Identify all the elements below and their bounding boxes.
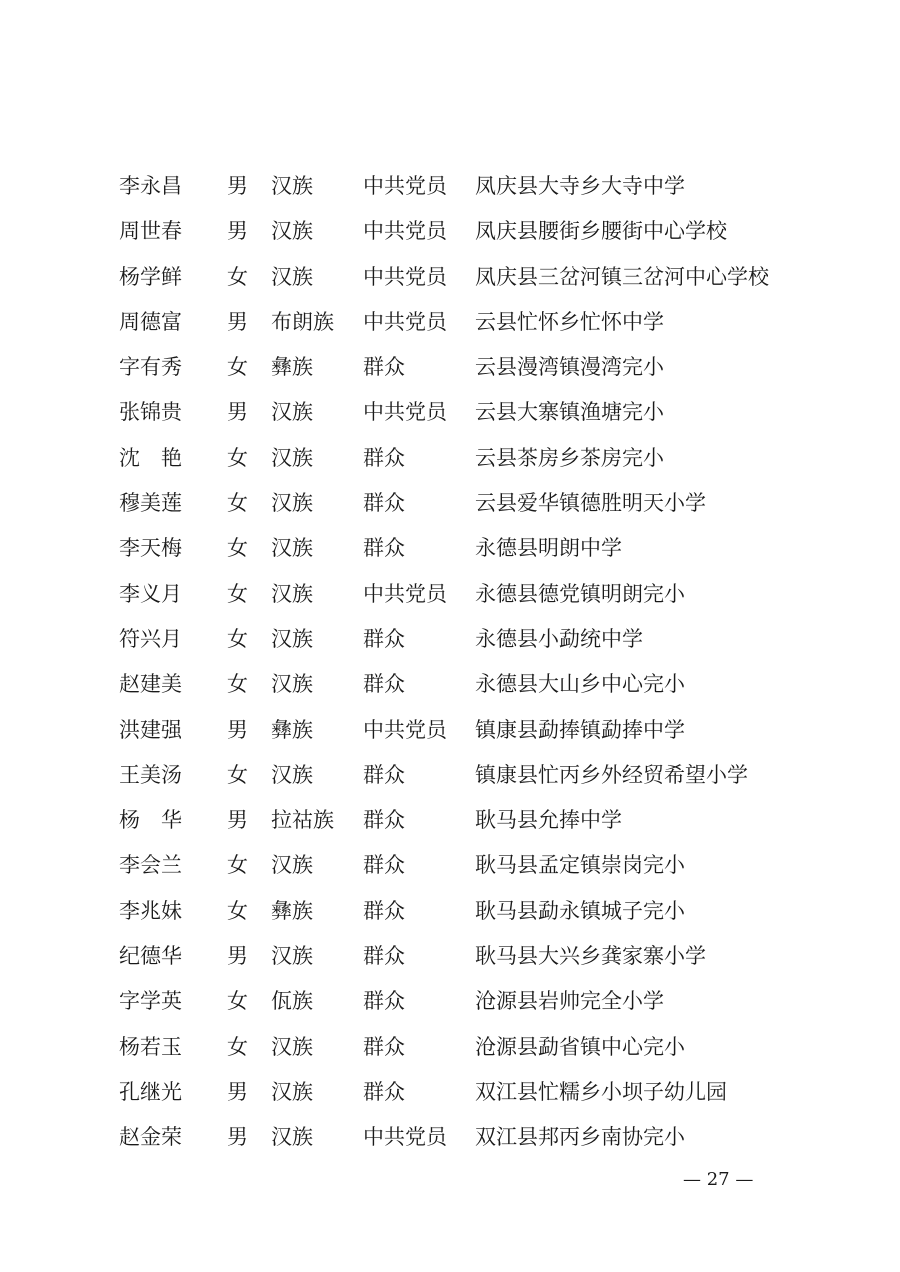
person-work-unit: 耿马县孟定镇崇岗完小	[475, 853, 685, 878]
person-work-unit: 永德县德党镇明朗完小	[475, 581, 685, 606]
person-ethnicity: 拉祜族	[271, 808, 334, 833]
person-name: 纪德华	[119, 944, 182, 969]
person-ethnicity: 彝族	[271, 355, 313, 380]
person-work-unit: 耿马县允捧中学	[475, 808, 622, 833]
person-gender: 男	[227, 1079, 248, 1104]
person-gender: 女	[227, 491, 248, 516]
list-item	[119, 436, 819, 481]
person-name: 赵建美	[119, 672, 182, 697]
person-work-unit: 云县大寨镇渔塘完小	[475, 400, 664, 425]
person-ethnicity: 汉族	[271, 672, 313, 697]
person-political-status: 群众	[363, 355, 405, 380]
person-political-status: 群众	[363, 491, 405, 516]
person-ethnicity: 汉族	[271, 219, 313, 244]
person-gender: 女	[227, 853, 248, 878]
person-ethnicity: 汉族	[271, 762, 313, 787]
person-gender: 女	[227, 989, 248, 1014]
person-political-status: 群众	[363, 1034, 405, 1059]
person-work-unit: 镇康县勐捧镇勐捧中学	[475, 717, 685, 742]
person-gender: 女	[227, 445, 248, 470]
person-political-status: 群众	[363, 445, 405, 470]
person-work-unit: 沧源县勐省镇中心完小	[475, 1034, 685, 1059]
person-name: 杨学鲜	[119, 264, 182, 289]
person-political-status: 中共党员	[363, 400, 447, 425]
list-item	[119, 798, 819, 843]
person-political-status: 中共党员	[363, 174, 447, 198]
person-gender: 女	[227, 626, 248, 651]
person-ethnicity: 汉族	[271, 581, 313, 606]
person-name: 杨 华	[119, 808, 182, 833]
person-ethnicity: 汉族	[271, 1125, 313, 1150]
person-name: 周德富	[119, 309, 182, 334]
person-name: 赵金荣	[119, 1125, 182, 1150]
person-work-unit: 双江县忙糯乡小坝子幼儿园	[475, 1079, 727, 1104]
person-name: 李天梅	[119, 536, 182, 561]
person-name: 杨若玉	[119, 1034, 182, 1059]
person-ethnicity: 汉族	[271, 400, 313, 425]
person-ethnicity: 佤族	[271, 989, 313, 1014]
person-name: 孔继光	[119, 1079, 182, 1104]
person-political-status: 中共党员	[363, 717, 447, 742]
person-name: 字学英	[119, 989, 182, 1014]
person-ethnicity: 汉族	[271, 1079, 313, 1104]
person-ethnicity: 汉族	[271, 536, 313, 561]
person-political-status: 中共党员	[363, 219, 447, 244]
person-political-status: 中共党员	[363, 1125, 447, 1150]
person-gender: 女	[227, 672, 248, 697]
person-ethnicity: 汉族	[271, 853, 313, 878]
person-work-unit: 云县爱华镇德胜明天小学	[475, 491, 706, 516]
person-ethnicity: 彝族	[271, 898, 313, 923]
person-political-status: 中共党员	[363, 309, 447, 334]
list-item	[119, 526, 819, 571]
person-name: 李兆妹	[119, 898, 182, 923]
list-item	[119, 1025, 819, 1070]
person-work-unit: 永德县明朗中学	[475, 536, 622, 561]
list-item	[119, 934, 819, 979]
list-item	[119, 1115, 819, 1160]
person-list	[119, 164, 819, 1161]
list-item	[119, 889, 819, 934]
person-name: 洪建强	[119, 717, 182, 742]
person-work-unit: 永德县小勐统中学	[475, 626, 643, 651]
person-name: 周世春	[119, 219, 182, 244]
person-ethnicity: 汉族	[271, 174, 313, 198]
list-item	[119, 753, 819, 798]
page-number: — 27 —	[683, 1169, 754, 1190]
person-work-unit: 沧源县岩帅完全小学	[475, 989, 664, 1014]
person-political-status: 群众	[363, 762, 405, 787]
person-political-status: 群众	[363, 672, 405, 697]
person-name: 李永昌	[119, 174, 182, 198]
list-item	[119, 164, 819, 209]
person-name: 李会兰	[119, 853, 182, 878]
person-gender: 男	[227, 717, 248, 742]
person-gender: 女	[227, 1034, 248, 1059]
person-work-unit: 云县漫湾镇漫湾完小	[475, 355, 664, 380]
person-gender: 女	[227, 762, 248, 787]
person-work-unit: 双江县邦丙乡南协完小	[475, 1125, 685, 1150]
person-ethnicity: 汉族	[271, 944, 313, 969]
person-gender: 男	[227, 400, 248, 425]
person-political-status: 群众	[363, 1079, 405, 1104]
person-gender: 男	[227, 174, 248, 198]
list-item	[119, 481, 819, 526]
list-item	[119, 255, 819, 300]
list-item	[119, 708, 819, 753]
person-political-status: 群众	[363, 626, 405, 651]
person-name: 字有秀	[119, 355, 182, 380]
person-name: 符兴月	[119, 626, 182, 651]
person-ethnicity: 布朗族	[271, 309, 334, 334]
person-name: 王美汤	[119, 762, 182, 787]
person-work-unit: 永德县大山乡中心完小	[475, 672, 685, 697]
person-political-status: 群众	[363, 853, 405, 878]
person-ethnicity: 彝族	[271, 717, 313, 742]
person-political-status: 群众	[363, 808, 405, 833]
list-item	[119, 300, 819, 345]
person-political-status: 中共党员	[363, 581, 447, 606]
person-name: 李义月	[119, 581, 182, 606]
person-ethnicity: 汉族	[271, 264, 313, 289]
person-gender: 女	[227, 898, 248, 923]
list-item	[119, 979, 819, 1024]
list-item	[119, 209, 819, 254]
person-gender: 男	[227, 944, 248, 969]
person-gender: 女	[227, 264, 248, 289]
person-work-unit: 耿马县勐永镇城子完小	[475, 898, 685, 923]
person-political-status: 群众	[363, 898, 405, 923]
list-item	[119, 843, 819, 888]
person-gender: 男	[227, 309, 248, 334]
person-work-unit: 凤庆县腰街乡腰街中心学校	[475, 219, 727, 244]
person-work-unit: 凤庆县大寺乡大寺中学	[475, 174, 685, 198]
person-political-status: 群众	[363, 989, 405, 1014]
person-gender: 女	[227, 355, 248, 380]
person-name: 沈 艳	[119, 445, 182, 470]
person-political-status: 群众	[363, 944, 405, 969]
list-item	[119, 345, 819, 390]
person-ethnicity: 汉族	[271, 626, 313, 651]
person-ethnicity: 汉族	[271, 1034, 313, 1059]
person-name: 穆美莲	[119, 491, 182, 516]
person-name: 张锦贵	[119, 400, 182, 425]
person-gender: 女	[227, 536, 248, 561]
person-political-status: 中共党员	[363, 264, 447, 289]
person-ethnicity: 汉族	[271, 491, 313, 516]
person-work-unit: 云县茶房乡茶房完小	[475, 445, 664, 470]
list-item	[119, 390, 819, 435]
person-work-unit: 云县忙怀乡忙怀中学	[475, 309, 664, 334]
person-work-unit: 耿马县大兴乡龚家寨小学	[475, 944, 706, 969]
person-political-status: 群众	[363, 536, 405, 561]
list-item	[119, 572, 819, 617]
person-gender: 男	[227, 1125, 248, 1150]
person-gender: 男	[227, 219, 248, 244]
list-item	[119, 1070, 819, 1115]
person-gender: 男	[227, 808, 248, 833]
person-work-unit: 凤庆县三岔河镇三岔河中心学校	[475, 264, 769, 289]
person-work-unit: 镇康县忙丙乡外经贸希望小学	[475, 762, 748, 787]
list-item	[119, 662, 819, 707]
list-item	[119, 617, 819, 662]
person-ethnicity: 汉族	[271, 445, 313, 470]
person-gender: 女	[227, 581, 248, 606]
